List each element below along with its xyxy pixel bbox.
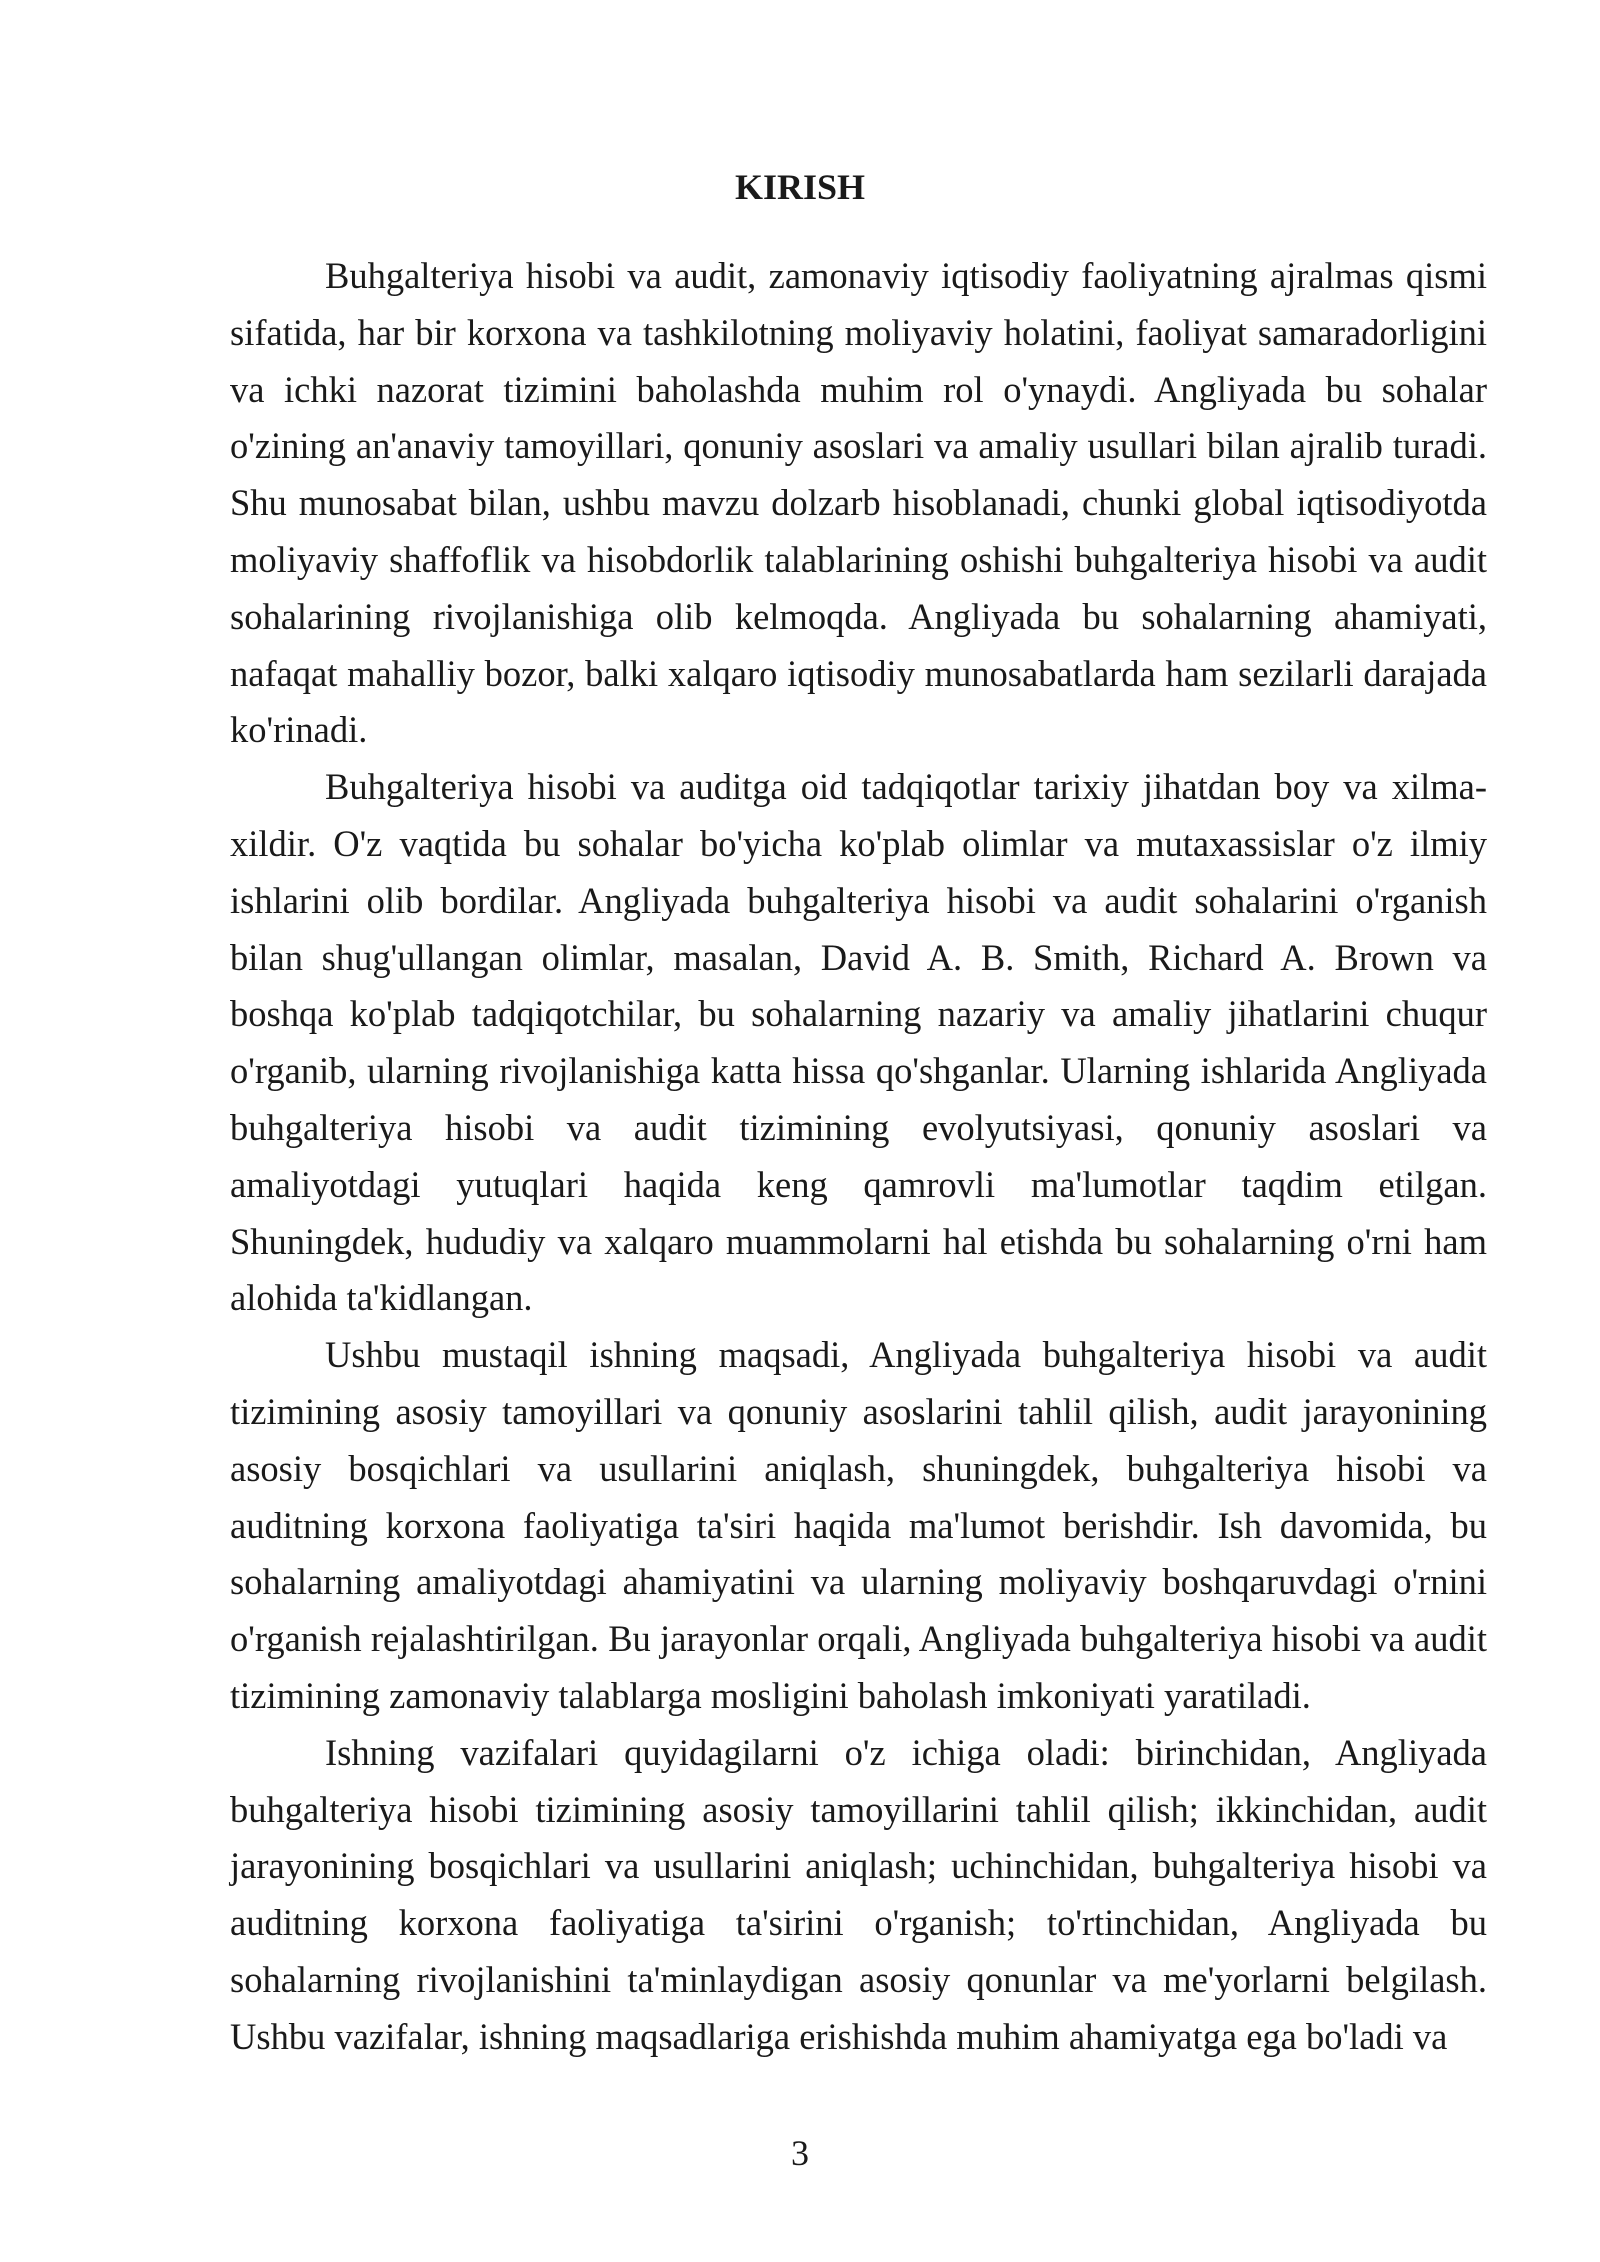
paragraph-1: Buhgalteriya hisobi va audit, zamonaviy iqtisodiy faoliyatning ajralmas qismi sifatida, har bir korxona va tashkilotning moliyaviy holatini, faoliyat samaradorligini va ichki nazorat tizimini baholashda muhim rol o'ynaydi. Angliyada bu sohalar o'zining an'anaviy tamoyillari, qonuniy asoslari va amaliy usullari bilan ajralib turadi. Shu munosabat bilan, ushbu mavzu dolzarb hisoblanadi, chunki global iqtisodiyotda moliyaviy shaffoflik va hisobdorlik talablarining oshishi buhgalteriya hisobi va audit sohalarining rivojlanishiga olib kelmoqda. Angliyada bu sohalarning ahamiyati, nafaqat mahalliy bozor, balki xalqaro iqtisodiy munosabatlarda ham sezilarli darajada ko'rinadi.	[230, 255, 1487, 751]
paragraph-2: Buhgalteriya hisobi va auditga oid tadqiqotlar tarixiy jihatdan boy va xilma-xildir. O'z vaqtida bu sohalar bo'yicha ko'plab olimlar va mutaxassislar o'z ilmiy ishlarini olib bordilar. Angliyada buhgalteriya hisobi va audit sohalarini o'rganish bilan shug'ullangan olimlar, masalan, David A. B. Smith, Richard A. Brown va boshqa ko'plab tadqiqotchilar, bu sohalarning nazariy va amaliy jihatlarini chuqur o'rganib, ularning rivojlanishiga katta hissa qo'shganlar. Ularning ishlarida Angliyada buhgalteriya hisobi va audit tizimining evolyutsiyasi, qonuniy asoslari va amaliyotdagi yutuqlari haqida keng qamrovli ma'lumotlar taqdim etilgan. Shuningdek, hududiy va xalqaro muammolarni hal etishda bu sohalarning o'rni ham alohida ta'kidlangan.	[230, 766, 1487, 1319]
paragraph-3: Ushbu mustaqil ishning maqsadi, Angliyada buhgalteriya hisobi va audit tizimining asosiy tamoyillari va qonuniy asoslarini tahlil qilish, audit jarayonining asosiy bosqichlari va usullarini aniqlash, shuningdek, buhgalteriya hisobi va auditning korxona faoliyatiga ta'siri haqida ma'lumot berishdir. Ish davomida, bu sohalarning amaliyotdagi ahamiyatini va ularning moliyaviy boshqaruvdagi o'rnini o'rganish rejalashtirilgan. Bu jarayonlar orqali, Angliyada buhgalteriya hisobi va audit tizimining zamonaviy talablarga mosligini baholash imkoniyati yaratiladi.	[230, 1334, 1487, 1716]
page-title: KIRISH	[734, 167, 866, 207]
paragraph-4: Ishning vazifalari quyidagilarni o'z ichiga oladi: birinchidan, Angliyada buhgalteriya hisobi tizimining asosiy tamoyillarini tahlil qilish; ikkinchidan, audit jarayonining bosqichlari va usullarini aniqlash; uchinchidan, buhgalteriya hisobi va auditning korxona faoliyatiga ta'sirini o'rganish; to'rtinchidan, Angliyada bu sohalarning rivojlanishini ta'minlaydigan asosiy qonunlar va me'yorlarni belgilash. Ushbu vazifalar, ishning maqsadlariga erishishda muhim ahamiyatga ega bo'ladi va	[230, 1731, 1487, 2057]
page-number: 3	[791, 2133, 809, 2173]
body-text	[230, 248, 1487, 2066]
